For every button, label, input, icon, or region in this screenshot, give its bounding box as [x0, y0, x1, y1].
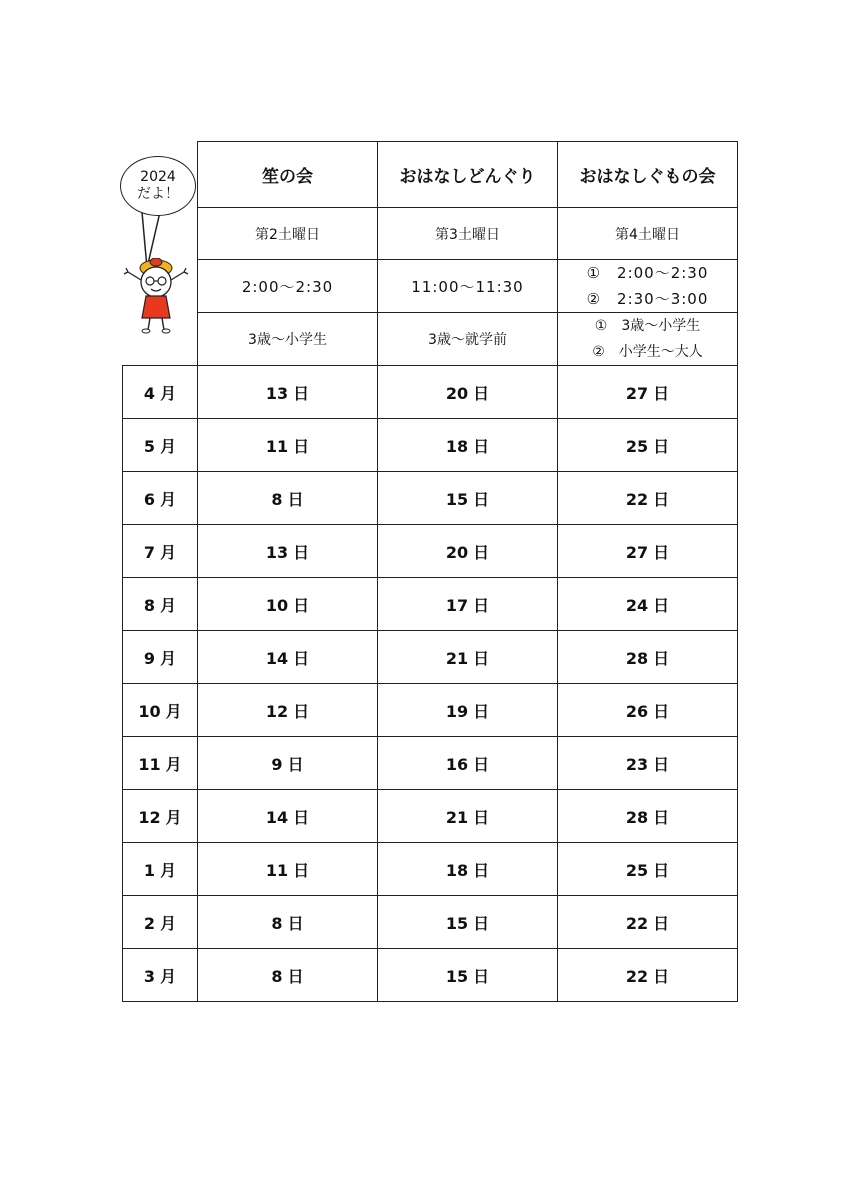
- month-value: 7: [143, 542, 156, 562]
- date-value: 15: [445, 913, 469, 933]
- month-unit: 月: [160, 648, 177, 668]
- age-gumo: [558, 313, 738, 366]
- date-value: 22: [625, 489, 649, 509]
- date-cell-gumo: [558, 790, 738, 843]
- month-cell: [123, 843, 198, 896]
- date-cell-sho: [198, 631, 378, 684]
- date-cell-donguri: [378, 843, 558, 896]
- month-cell: [123, 419, 198, 472]
- month-unit: 月: [160, 595, 177, 615]
- time-line: 11:00〜11:30: [411, 277, 524, 296]
- corner-cell: [123, 142, 198, 366]
- club-name-sho: 笙の会: [198, 142, 378, 208]
- day-unit: 日: [473, 860, 490, 880]
- date-cell-donguri: [378, 472, 558, 525]
- date-value: 19: [445, 701, 469, 721]
- month-value: 3: [143, 966, 156, 986]
- age-row: [123, 313, 738, 366]
- month-cell: [123, 737, 198, 790]
- time-row: [123, 260, 738, 313]
- bubble-phrase: だよ！: [137, 186, 179, 202]
- month-unit: 月: [165, 807, 182, 827]
- month-cell: [123, 472, 198, 525]
- date-cell-donguri: [378, 790, 558, 843]
- day-unit: 日: [653, 807, 670, 827]
- date-value: 27: [625, 542, 649, 562]
- age-line-2: ② 小学生〜大人: [592, 344, 703, 360]
- date-cell-gumo: [558, 366, 738, 419]
- day-unit: 日: [653, 913, 670, 933]
- date-value: 27: [625, 383, 649, 403]
- day-unit: 日: [473, 913, 490, 933]
- date-cell-gumo: [558, 843, 738, 896]
- date-cell-donguri: [378, 366, 558, 419]
- age-line: 3歳〜小学生: [248, 332, 327, 348]
- date-value: 10: [265, 595, 289, 615]
- date-cell-gumo: [558, 419, 738, 472]
- month-unit: 月: [160, 383, 177, 403]
- date-value: 16: [445, 754, 469, 774]
- time-line-1: ① 2:00〜2:30: [586, 264, 709, 282]
- date-value: 13: [265, 542, 289, 562]
- day-unit: 日: [473, 542, 490, 562]
- date-cell-gumo: [558, 896, 738, 949]
- month-unit: 月: [160, 860, 177, 880]
- age-sho: [198, 313, 378, 366]
- month-cell: [123, 366, 198, 419]
- time-gumo: [558, 260, 738, 313]
- date-value: 28: [625, 807, 649, 827]
- date-value: 20: [445, 542, 469, 562]
- date-cell-donguri: [378, 896, 558, 949]
- day-unit: 日: [653, 542, 670, 562]
- date-cell-sho: [198, 790, 378, 843]
- day-unit: 日: [293, 860, 310, 880]
- age-donguri: [378, 313, 558, 366]
- month-value: 11: [138, 754, 161, 774]
- date-cell-gumo: [558, 525, 738, 578]
- month-cell: [123, 631, 198, 684]
- month-cell: [123, 684, 198, 737]
- date-cell-gumo: [558, 737, 738, 790]
- schedule-table: [122, 141, 738, 1002]
- date-value: 25: [625, 436, 649, 456]
- month-unit: 月: [160, 966, 177, 986]
- date-value: 11: [265, 436, 289, 456]
- table-row: [123, 472, 738, 525]
- date-value: 20: [445, 383, 469, 403]
- day-unit: 日: [473, 807, 490, 827]
- day-unit: 日: [473, 701, 490, 721]
- month-value: 10: [138, 701, 161, 721]
- month-unit: 月: [160, 436, 177, 456]
- date-cell-sho: [198, 525, 378, 578]
- month-rows: [123, 366, 738, 1002]
- month-value: 4: [143, 383, 156, 403]
- date-value: 25: [625, 860, 649, 880]
- time-line: 2:00〜2:30: [241, 277, 334, 296]
- month-value: 1: [143, 860, 156, 880]
- day-unit: 日: [293, 383, 310, 403]
- date-value: 8: [271, 966, 283, 986]
- day-unit: 日: [287, 913, 304, 933]
- table-row: [123, 790, 738, 843]
- time-sho: [198, 260, 378, 313]
- date-cell-donguri: [378, 631, 558, 684]
- date-cell-sho: [198, 949, 378, 1002]
- table-row: [123, 366, 738, 419]
- date-cell-sho: [198, 684, 378, 737]
- day-unit: 日: [473, 383, 490, 403]
- date-value: 21: [445, 807, 469, 827]
- day-unit: 日: [473, 595, 490, 615]
- month-cell: [123, 578, 198, 631]
- table-row: [123, 578, 738, 631]
- age-line-1: ① 3歳〜小学生: [594, 318, 701, 334]
- day-unit: 日: [653, 754, 670, 774]
- bubble-year: 2024: [140, 169, 176, 185]
- day-unit: 日: [653, 436, 670, 456]
- date-cell-gumo: [558, 684, 738, 737]
- weekday-sho: 第2土曜日: [198, 208, 378, 260]
- day-unit: 日: [293, 648, 310, 668]
- date-value: 15: [445, 489, 469, 509]
- age-line: 3歳〜就学前: [428, 332, 507, 348]
- day-unit: 日: [473, 436, 490, 456]
- month-value: 5: [143, 436, 156, 456]
- day-unit: 日: [653, 701, 670, 721]
- month-unit: 月: [160, 913, 177, 933]
- date-value: 9: [271, 754, 283, 774]
- day-unit: 日: [293, 595, 310, 615]
- day-unit: 日: [293, 542, 310, 562]
- weekday-gumo: 第4土曜日: [558, 208, 738, 260]
- date-cell-donguri: [378, 684, 558, 737]
- month-unit: 月: [160, 542, 177, 562]
- month-value: 8: [143, 595, 156, 615]
- day-unit: 日: [653, 489, 670, 509]
- month-value: 12: [138, 807, 161, 827]
- date-value: 26: [625, 701, 649, 721]
- month-unit: 月: [165, 701, 182, 721]
- day-unit: 日: [473, 489, 490, 509]
- date-value: 21: [445, 648, 469, 668]
- day-unit: 日: [293, 807, 310, 827]
- day-unit: 日: [473, 966, 490, 986]
- date-cell-gumo: [558, 578, 738, 631]
- date-cell-donguri: [378, 949, 558, 1002]
- day-unit: 日: [287, 489, 304, 509]
- date-value: 15: [445, 966, 469, 986]
- month-unit: 月: [165, 754, 182, 774]
- day-unit: 日: [473, 648, 490, 668]
- day-unit: 日: [293, 436, 310, 456]
- month-value: 2: [143, 913, 156, 933]
- club-name-row: [123, 142, 738, 208]
- date-value: 8: [271, 489, 283, 509]
- date-value: 22: [625, 966, 649, 986]
- date-cell-gumo: [558, 472, 738, 525]
- club-name-donguri: おはなしどんぐり: [378, 142, 558, 208]
- table-row: [123, 525, 738, 578]
- date-value: 24: [625, 595, 649, 615]
- time-line-2: ② 2:30〜3:00: [586, 290, 709, 308]
- month-unit: 月: [160, 489, 177, 509]
- month-cell: [123, 896, 198, 949]
- day-unit: 日: [287, 966, 304, 986]
- date-value: 17: [445, 595, 469, 615]
- date-value: 13: [265, 383, 289, 403]
- table-row: [123, 737, 738, 790]
- date-value: 12: [265, 701, 289, 721]
- month-cell: [123, 525, 198, 578]
- club-name-gumo: おはなしぐもの会: [558, 142, 738, 208]
- date-cell-donguri: [378, 578, 558, 631]
- date-value: 18: [445, 860, 469, 880]
- weekday-donguri: 第3土曜日: [378, 208, 558, 260]
- date-value: 8: [271, 913, 283, 933]
- date-cell-sho: [198, 419, 378, 472]
- table-row: [123, 684, 738, 737]
- date-value: 11: [265, 860, 289, 880]
- month-cell: [123, 949, 198, 1002]
- table-row: [123, 896, 738, 949]
- day-unit: 日: [473, 754, 490, 774]
- time-donguri: [378, 260, 558, 313]
- date-value: 18: [445, 436, 469, 456]
- table-row: [123, 631, 738, 684]
- date-value: 22: [625, 913, 649, 933]
- day-unit: 日: [653, 595, 670, 615]
- date-cell-gumo: [558, 949, 738, 1002]
- day-unit: 日: [653, 648, 670, 668]
- date-cell-gumo: [558, 631, 738, 684]
- date-cell-sho: [198, 737, 378, 790]
- date-cell-sho: [198, 896, 378, 949]
- table-row: [123, 419, 738, 472]
- day-unit: 日: [653, 860, 670, 880]
- month-value: 9: [143, 648, 156, 668]
- date-value: 14: [265, 648, 289, 668]
- date-cell-sho: [198, 843, 378, 896]
- month-cell: [123, 790, 198, 843]
- day-unit: 日: [287, 754, 304, 774]
- date-value: 23: [625, 754, 649, 774]
- table-row: [123, 843, 738, 896]
- date-cell-donguri: [378, 737, 558, 790]
- month-value: 6: [143, 489, 156, 509]
- day-unit: 日: [293, 701, 310, 721]
- day-unit: 日: [653, 383, 670, 403]
- date-cell-donguri: [378, 525, 558, 578]
- date-cell-sho: [198, 578, 378, 631]
- date-cell-sho: [198, 366, 378, 419]
- date-value: 14: [265, 807, 289, 827]
- weekday-row: [123, 208, 738, 260]
- day-unit: 日: [653, 966, 670, 986]
- date-cell-donguri: [378, 419, 558, 472]
- date-value: 28: [625, 648, 649, 668]
- date-cell-sho: [198, 472, 378, 525]
- table-row: [123, 949, 738, 1002]
